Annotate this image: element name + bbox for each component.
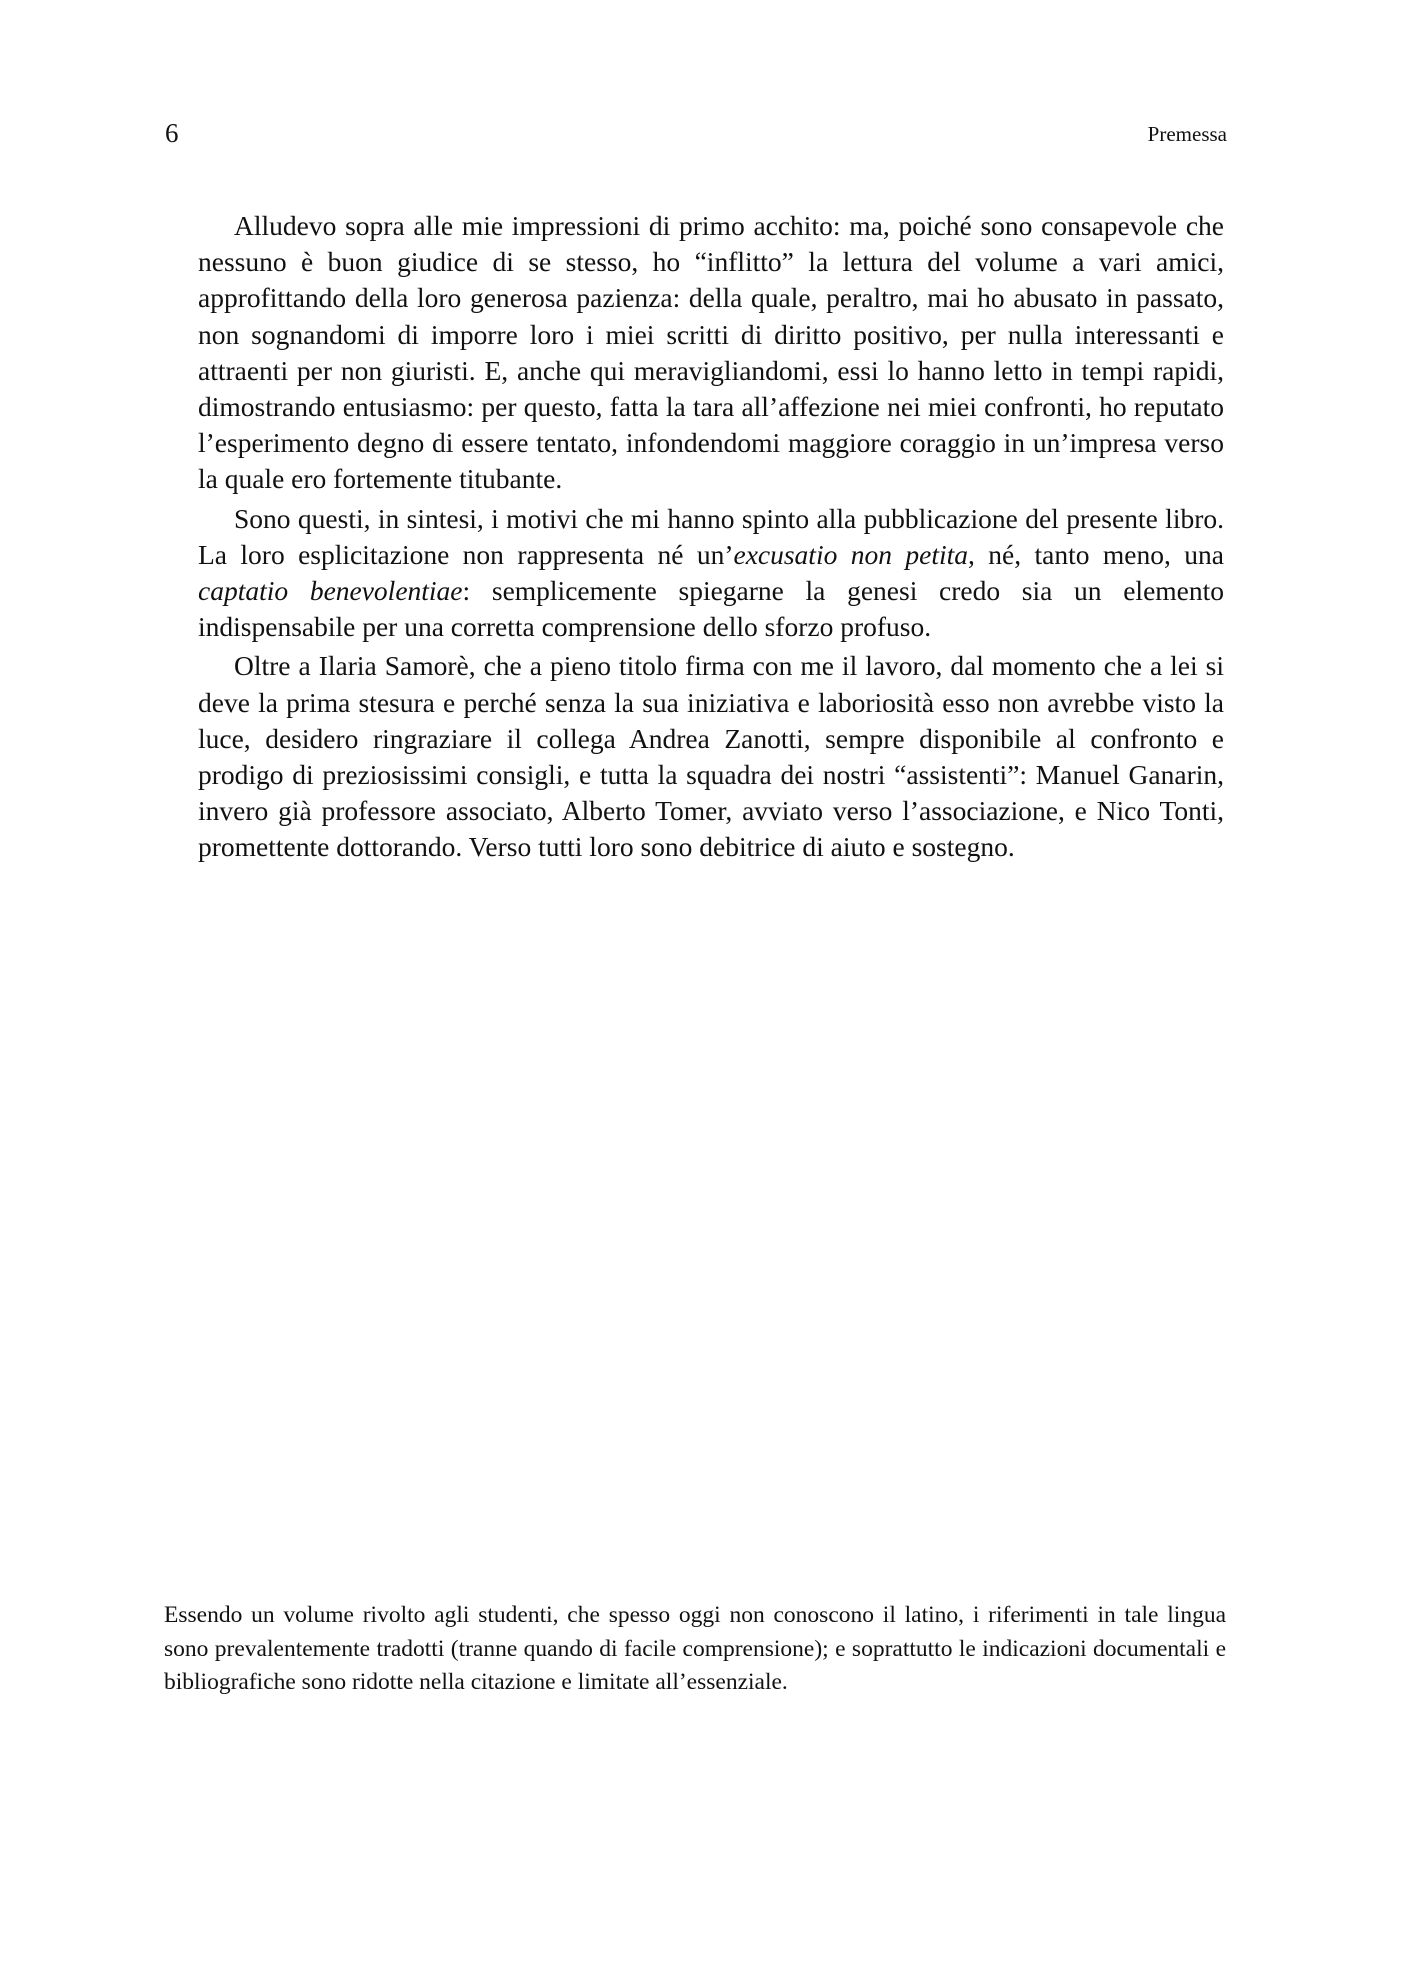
latin-phrase-captatio: captatio benevolentiae [198,575,463,607]
footnote: Essendo un volume rivolto agli studenti, che spesso oggi non conoscono il latino, i riferimenti in tale lingua sono prevalentemente tradotti (tranne quando di facile comprensione); e soprattutto le indicazioni documentali e bibliografiche sono ridotte nella citazione e limitate all’essenziale. [164,1602,1226,1695]
paragraph-2 [198,501,1224,646]
paragraph-2-text-a: Sono questi, in sintesi, i motivi che mi hanno spinto alla pubblicazione del presente libro. La loro esplicitazione non rappresenta né un’ [198,502,1224,570]
paragraph-3: Oltre a Ilaria Samorè, che a pieno titolo firma con me il lavoro, dal momento che a lei si deve la prima stesura e perché senza la sua iniziativa e laboriosità esso non avrebbe visto la luce, desidero ringraziare il collega Andrea Zanotti, sempre disponibile al confronto e prodigo di preziosissimi consigli, e tutta la squadra dei nostri “assistenti”: Manuel Ganarin, invero già professore associato, Alberto Tomer, avviato verso l’associazione, e Nico Tonti, promettente dottorando. Verso tutti loro sono debitrice di aiuto e sostegno. [198,650,1224,863]
paragraph-2-text-b: , né, tanto meno, una [968,538,1224,570]
running-head [165,118,1227,158]
body-text [198,208,1224,869]
paragraph-2-text-c: : semplicemente spiegarne la genesi credo sia un elemento indispensabile per una corretta comprensione dello sforzo profuso. [198,575,1225,643]
running-title: Premessa [1147,122,1227,146]
page-number: 6 [165,118,179,148]
paragraph-1: Alludevo sopra alle mie impressioni di primo acchito: ma, poiché sono consapevole che nessuno è buon giudice di se stesso, ho “inflitto” la lettura del volume a vari amici, approfittando della loro generosa pazienza: della quale, peraltro, mai ho abusato in passato, non sognandomi di imporre loro i miei scritti di diritto positivo, per nulla interessanti e attraenti per non giuristi. E, anche qui meravigliandomi, essi lo hanno letto in tempi rapidi, dimostrando entusiasmo: per questo, fatta la tara all’affezione nei miei confronti, ho reputato l’esperimento degno di essere tentato, infondendomi maggiore coraggio in un’impresa verso la quale ero fortemente titubante. [198,210,1224,495]
latin-phrase-excusatio: excusatio non petita [733,538,969,570]
